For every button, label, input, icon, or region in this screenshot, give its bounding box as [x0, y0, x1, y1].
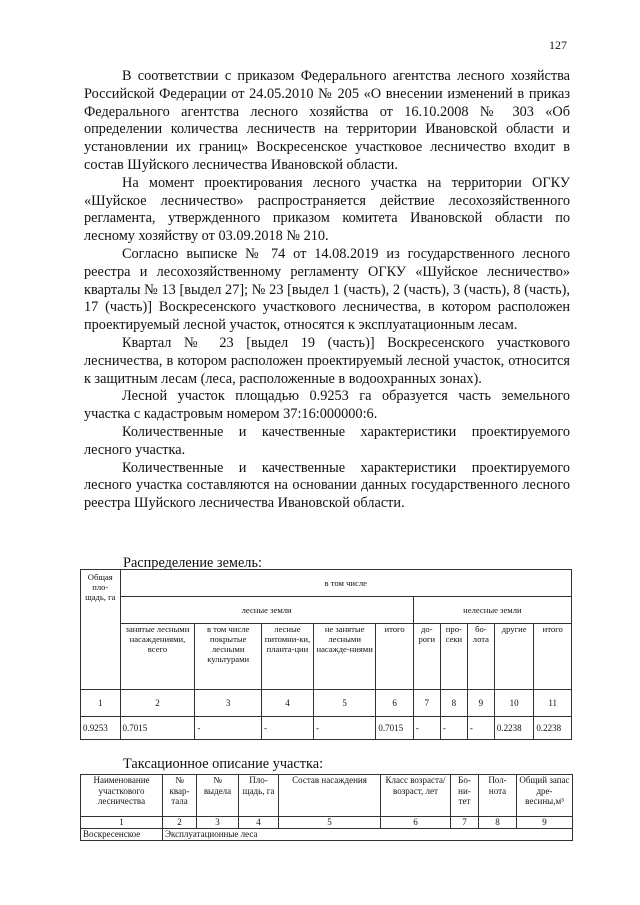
- header-cell: Класс возраста/ возраст, лет: [381, 775, 451, 817]
- cell-value: -: [467, 717, 494, 740]
- header-not-occupied: не занятые лесными насажде-ниями: [313, 624, 375, 690]
- header-including: в том числе: [120, 570, 571, 597]
- header-cell: Пол-нота: [479, 775, 517, 817]
- column-number: 6: [381, 817, 451, 829]
- cell-value: -: [195, 717, 262, 740]
- header-cell: № квар-тала: [163, 775, 197, 817]
- cell-value: 0.7015: [120, 717, 195, 740]
- header-occupied: занятые лесными насаждениями, всего: [120, 624, 195, 690]
- column-number: 4: [239, 817, 279, 829]
- taxation-table: [80, 774, 573, 841]
- header-non-forest-lands: нелесные земли: [413, 597, 571, 624]
- forest-type: Эксплуатационные леса: [163, 828, 573, 840]
- paragraph: Лесной участок площадью 0.9253 га образуется часть земельного участка с кадастровым номером 37:16:000000:6.: [84, 388, 570, 423]
- column-number: 3: [197, 817, 239, 829]
- column-number: 2: [163, 817, 197, 829]
- header-forest-lands: лесные земли: [120, 597, 413, 624]
- column-number: 7: [451, 817, 479, 829]
- taxation-title: Таксационное описание участка:: [123, 756, 324, 772]
- header-nurseries: лесные питомни-ки, планта-ции: [261, 624, 313, 690]
- header-cell: Пло-щадь, га: [239, 775, 279, 817]
- header-roads: до-роги: [413, 624, 440, 690]
- column-number: 1: [81, 690, 121, 717]
- cell-value: 0.7015: [376, 717, 413, 740]
- column-number: 7: [413, 690, 440, 717]
- cell-value: -: [413, 717, 440, 740]
- header-cell: Общий запас дре-весины,м³: [517, 775, 573, 817]
- distribution-title: Распределение земель:: [123, 555, 262, 571]
- column-number: 1: [81, 817, 163, 829]
- table-row: [81, 828, 573, 840]
- column-number: 3: [195, 690, 262, 717]
- cell-value: -: [313, 717, 375, 740]
- paragraph: Квартал № 23 [выдел 19 (часть)] Воскресенского участкового лесничества, в котором расположен проектируемый лесной участок, относится к защитным лесам (леса, расположенные в водоохранных зонах).: [84, 334, 570, 387]
- header-clearings: про-секи: [440, 624, 467, 690]
- paragraph: На момент проектирования лесного участка на территории ОГКУ «Шуйское лесничество» распространяется действие лесохозяйственного регламента, утвержденного приказом комитета Ивановской области по лесному хозяйству от 03.09.2018 № 210.: [84, 174, 570, 245]
- land-distribution-table: [80, 569, 572, 740]
- body-text: [84, 68, 570, 513]
- column-number: 9: [517, 817, 573, 829]
- column-number: 9: [467, 690, 494, 717]
- column-number: 2: [120, 690, 195, 717]
- header-cell: Наименование участкового лесничества: [81, 775, 163, 817]
- paragraph: Согласно выписке № 74 от 14.08.2019 из государственного лесного реестра и лесохозяйственному регламенту ОГКУ «Шуйское лесничество» кварталы № 13 [выдел 27]; № 23 [выдел 1 (часть), 2 (часть), 3 (часть), 8 (часть), 17 (часть)] Воскресенского участкового лесничества, в котором расположен проектируемый лесной участок, относятся к эксплуатационным лесам.: [84, 245, 570, 334]
- column-number: 6: [376, 690, 413, 717]
- cell-value: -: [261, 717, 313, 740]
- column-number: 5: [313, 690, 375, 717]
- paragraph: Количественные и качественные характеристики проектируемого лесного участка.: [84, 423, 570, 458]
- paragraph: Количественные и качественные характеристики проектируемого лесного участка составляются на основании данных государственного лесного реестра Шуйского лесничества Ивановской области.: [84, 459, 570, 512]
- header-others: другие: [494, 624, 534, 690]
- column-number: 5: [279, 817, 381, 829]
- header-cell: № выдела: [197, 775, 239, 817]
- page-number: 127: [549, 38, 567, 52]
- cell-value: -: [440, 717, 467, 740]
- column-number: 10: [494, 690, 534, 717]
- column-number: 8: [479, 817, 517, 829]
- cell-value: 0.2238: [534, 717, 572, 740]
- column-number-row: [81, 817, 573, 829]
- header-cell: Состав насаждения: [279, 775, 381, 817]
- paragraph: В соответствии с приказом Федерального агентства лесного хозяйства Российской Федерации от 24.05.2010 № 205 «О внесении изменений в приказ Федерального агентства лесного хозяйства от 16.10.2008 № 303 «Об определении количества лесничеств на территории Ивановской области и установлении их границ» Воскресенское участковое лесничество входит в состав Шуйского лесничества Ивановской области.: [84, 68, 570, 173]
- column-number: 11: [534, 690, 572, 717]
- header-total-area: Общая пло-щадь, га: [81, 570, 121, 690]
- column-number: 8: [440, 690, 467, 717]
- header-swamps: бо-лота: [467, 624, 494, 690]
- header-cell: Бо-ни-тет: [451, 775, 479, 817]
- column-number-row: [81, 690, 572, 717]
- cell-value: 0.2238: [494, 717, 534, 740]
- forestry-name: Воскресенское: [81, 828, 163, 840]
- header-total-forest: итого: [376, 624, 413, 690]
- taxation-header-row: [81, 775, 573, 817]
- column-number: 4: [261, 690, 313, 717]
- cell-value: 0.9253: [81, 717, 121, 740]
- header-total-nonforest: итого: [534, 624, 572, 690]
- table-row: [81, 717, 572, 740]
- header-covered-cultures: в том числе покрытые лесными культурами: [195, 624, 262, 690]
